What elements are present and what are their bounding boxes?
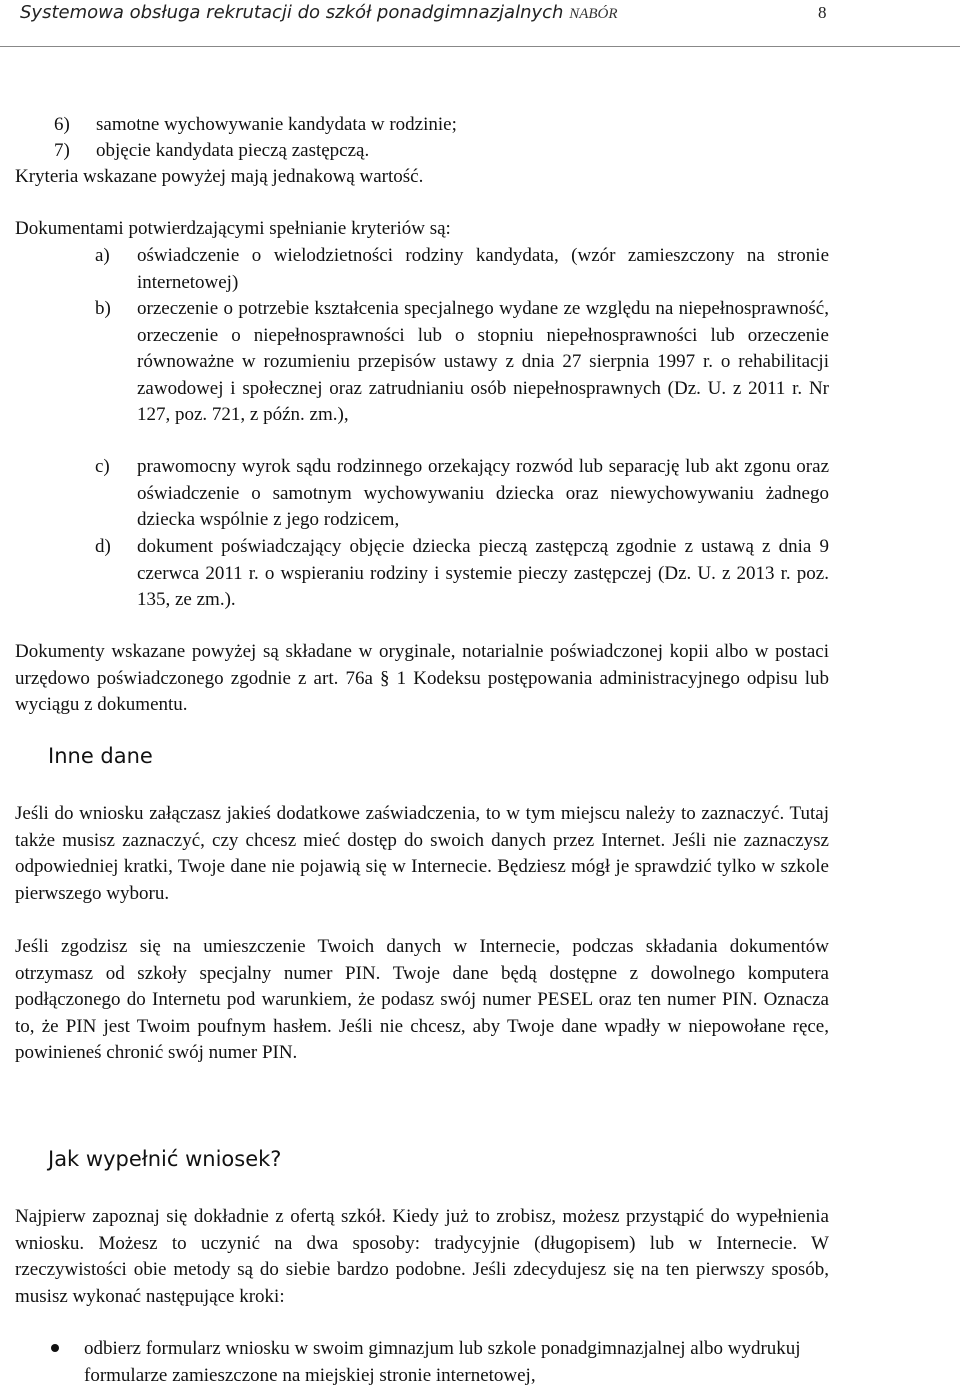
document-item-c: prawomocny wyrok sądu rodzinnego orzekający rozwód lub separację lub akt zgonu oraz oświadczenie o samotnym wychowywaniu dziecka oraz niewychowywaniu żadnego dziecka wspólnie z jego rodzicem, — [137, 456, 829, 530]
criteria-marker-6: 6) — [54, 114, 70, 135]
document-item-b: orzeczenie o potrzebie kształcenia specjalnego wydane ze względu na niepełnosprawność, orzeczenie o niepełnosprawności lub o stopniu niepełnosprawności lub orzeczenie równoważne w rozumieniu przepisów ustawy z dnia 27 sierpnia 1997 r. o rehabilitacji zawodowej i społecznej oraz zatrudnianiu osób niepełnosprawnych (Dz. U. z 2011 r. Nr 127, poz. 721, z późn. zm.), — [137, 298, 829, 425]
criteria-note: Kryteria wskazane powyżej mają jednakową wartość. — [15, 166, 424, 187]
criteria-item-7: objęcie kandydata pieczą zastępczą. — [96, 140, 370, 161]
page-number: 8 — [818, 3, 827, 22]
criteria-marker-7: 7) — [54, 140, 70, 161]
page-header — [0, 0, 960, 47]
document-item-a: oświadczenie o wielodzietności rodziny kandydata, (wzór zamieszczony na stronie internetowej) — [137, 245, 829, 293]
document-marker-d: d) — [95, 536, 111, 557]
document-marker-c: c) — [95, 456, 110, 477]
document-marker-a: a) — [95, 245, 110, 266]
header-title-text: Systemowa obsługa rekrutacji do szkół ponadgimnazjalnych — [20, 2, 564, 23]
documents-intro: Dokumentami potwierdzającymi spełnianie kryteriów są: — [15, 218, 451, 239]
other-data-paragraph-1: Jeśli do wniosku załączasz jakieś dodatkowe zaświadczenia, to w tym miejscu należy to zaznaczyć. Tutaj także musisz zaznaczyć, czy chcesz mieć dostęp do swoich danych przez Internet. Jeśli nie zaznaczysz odpowiedniej kratki, Twoje dane nie pojawią się w Internecie. Będziesz mógł je sprawdzić tylko w szkole pierwszego wyboru. — [15, 803, 829, 904]
header-title — [20, 2, 618, 23]
header-subtitle: NABÓR — [569, 6, 618, 22]
documents-note: Dokumenty wskazane powyżej są składane w oryginale, notarialnie poświadczonej kopii albo w postaci urzędowo poświadczonego zgodnie z art. 76a § 1 Kodeksu postępowania administracyjnego odpisu lub wyciągu z dokumentu. — [15, 641, 829, 715]
how-to-fill-paragraph: Najpierw zapoznaj się dokładnie z ofertą szkół. Kiedy już to zrobisz, możesz przystąpić do wypełnienia wniosku. Możesz to uczynić na dwa sposoby: tradycyjnie (długopisem) lub w Internecie. W rzeczywistości obie metody są do siebie bardzo podobne. Jeśli zdecydujesz się na ten pierwszy sposób, musisz wykonać następujące kroki: — [15, 1206, 829, 1307]
step-item-1: odbierz formularz wniosku w swoim gimnazjum lub szkole ponadgimnazjalnej albo wydrukuj formularze zamieszczone na miejskiej stronie internetowej, — [84, 1338, 801, 1386]
bullet-icon — [51, 1344, 59, 1352]
document-item-d: dokument poświadczający objęcie dziecka pieczą zastępczą zgodnie z ustawą z dnia 9 czerwca 2011 r. o wspieraniu rodziny i systemie pieczy zastępczej (Dz. U. z 2013 r. poz. 135, ze zm.). — [137, 536, 829, 610]
criteria-item-6: samotne wychowywanie kandydata w rodzinie; — [96, 114, 457, 135]
section-heading-how-to-fill: Jak wypełnić wniosek? — [48, 1147, 282, 1171]
other-data-paragraph-2: Jeśli zgodzisz się na umieszczenie Twoich danych w Internecie, podczas składania dokumentów otrzymasz od szkoły specjalny numer PIN. Twoje dane będą dostępne z dowolnego komputera podłączonego do Internetu pod warunkiem, że podasz swój numer PESEL oraz ten numer PIN. Oznacza to, że PIN jest Twoim poufnym hasłem. Jeśli nie chcesz, aby Twoje dane wpadły w niepowołane ręce, powinieneś chronić swój numer PIN. — [15, 936, 829, 1063]
section-heading-other-data: Inne dane — [48, 744, 153, 768]
document-marker-b: b) — [95, 298, 111, 319]
